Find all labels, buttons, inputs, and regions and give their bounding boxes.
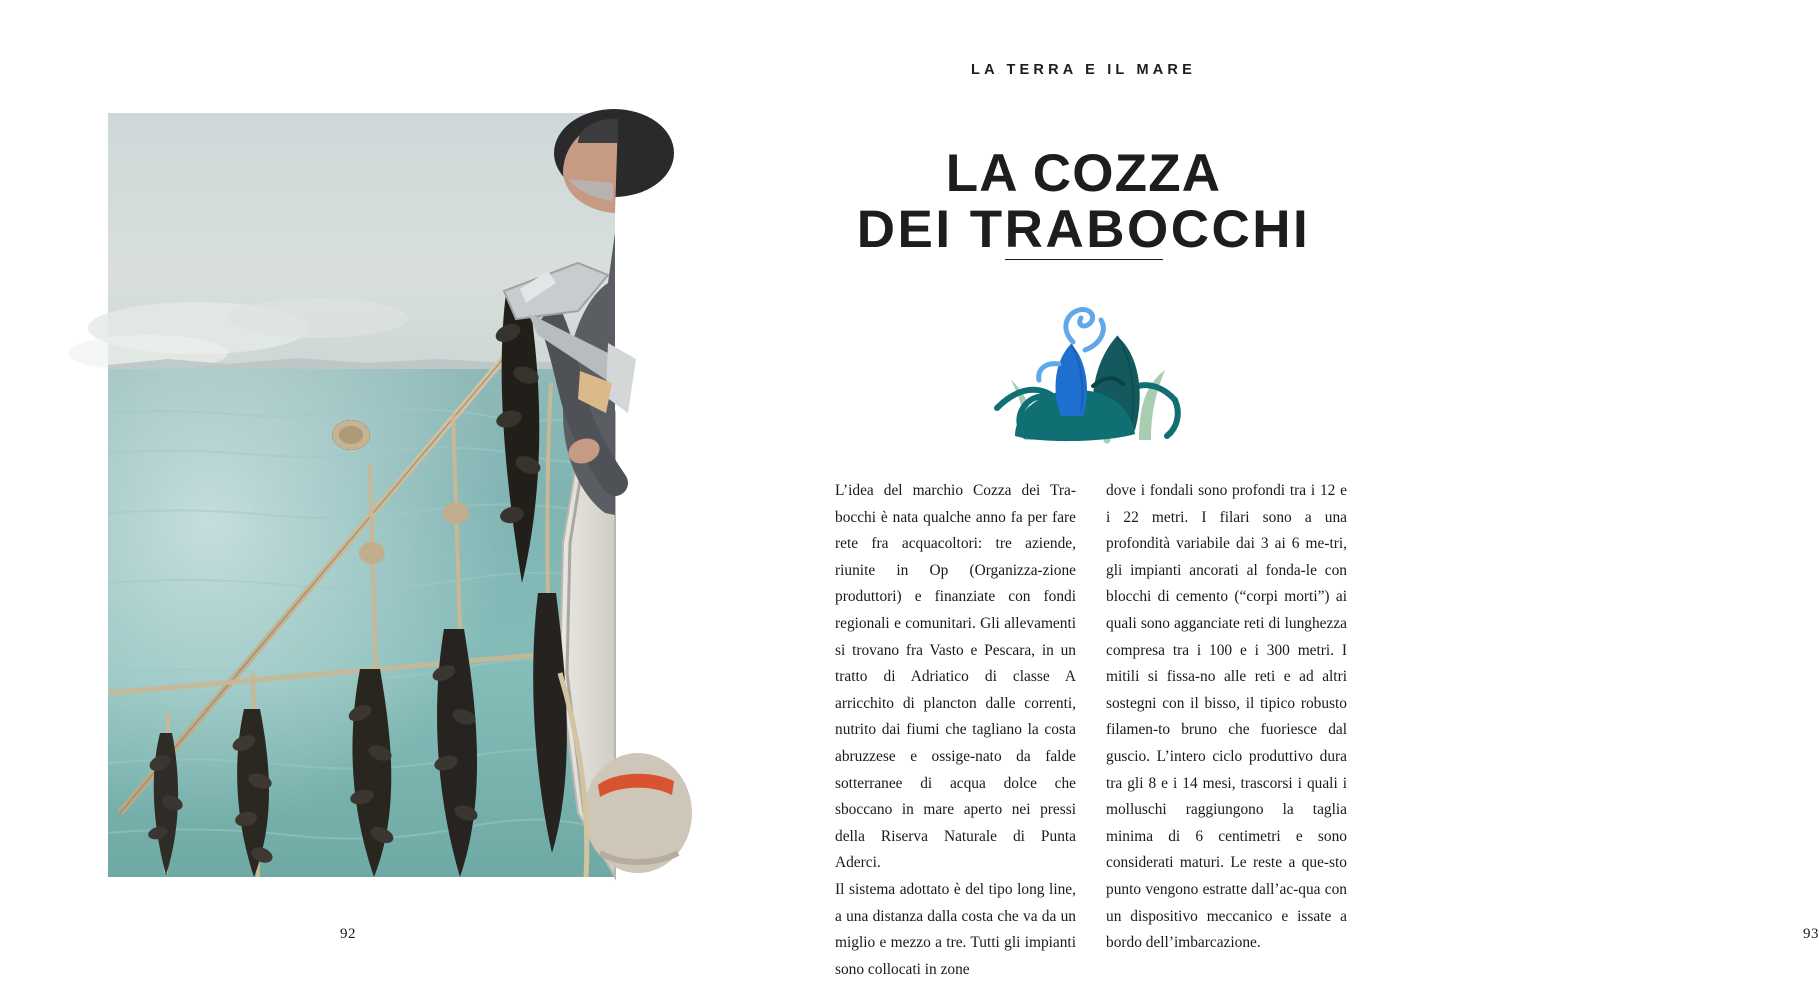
paragraph: Il sistema adottato è del tipo long line, a una distanza dalla costa che va da un miglio e mezzo a tre. Tutti gli impianti sono collocati in zone (835, 880, 1076, 978)
body-column-1 (835, 478, 1076, 983)
page-number-right: 93 (1803, 926, 1819, 942)
title-line-2: DEI TRABOCCHI (856, 200, 1311, 260)
title-line-1: LA COZZA (945, 143, 1222, 203)
page-title (722, 143, 1445, 260)
paragraph: L’idea del marchio Cozza dei Tra-bocchi è nata qualche anno fa per fare rete fra acquacoltori: tre aziende, riunite in Op (Organizza-zione produttori) e finanziate con fondi regionali e comunitari. Gli allevamenti si trovano fra Vasto e Pescara, in un tratto di Adriatico di classe A arricchito di plancton dalle correnti, nutrito dai fiumi che tagliano la costa abruzzese e ossige-nato da falde sotterranee di acqua dolce che sboccano in mare aperto nei pressi della Riserva Naturale di Punta Aderci. (835, 482, 1076, 872)
photograph-mussel-harvest (108, 113, 615, 877)
body-columns (835, 478, 1347, 983)
running-head: LA TERRA E IL MARE (971, 62, 1196, 78)
paragraph: dove i fondali sono profondi tra i 12 e i 22 metri. I filari sono a una profondità variabile dai 3 ai 6 me-tri, gli impianti ancorati al fonda-le con blocchi di cemento (“corpi morti”) ai quali sono agganciate reti di lunghezza compresa tra i 100 e i 300 metri. I mitili si fissa-no alle reti e ad altri sostegni con il bisso, il tipico robusto filamen-to bruno che fuoriesce dal guscio. L’intero ciclo produttivo dura tra gli 8 e i 14 mesi, trascorsi i quali i molluschi raggiungono la taglia minima di 6 centimetri e sono considerati maturi. Le reste a que-sto punto vengono estratte dall’ac-qua con un dispositivo meccanico e issate a bordo dell’imbarcazione. (1106, 482, 1347, 952)
mussel-illustration (989, 290, 1185, 450)
title-divider (1005, 259, 1163, 260)
body-column-2 (1106, 478, 1347, 983)
photo-illustration (108, 113, 615, 877)
page-number-left: 92 (340, 926, 356, 942)
page-left (0, 0, 722, 992)
page-right (722, 0, 1819, 992)
mussel-illustration-svg (989, 290, 1185, 450)
